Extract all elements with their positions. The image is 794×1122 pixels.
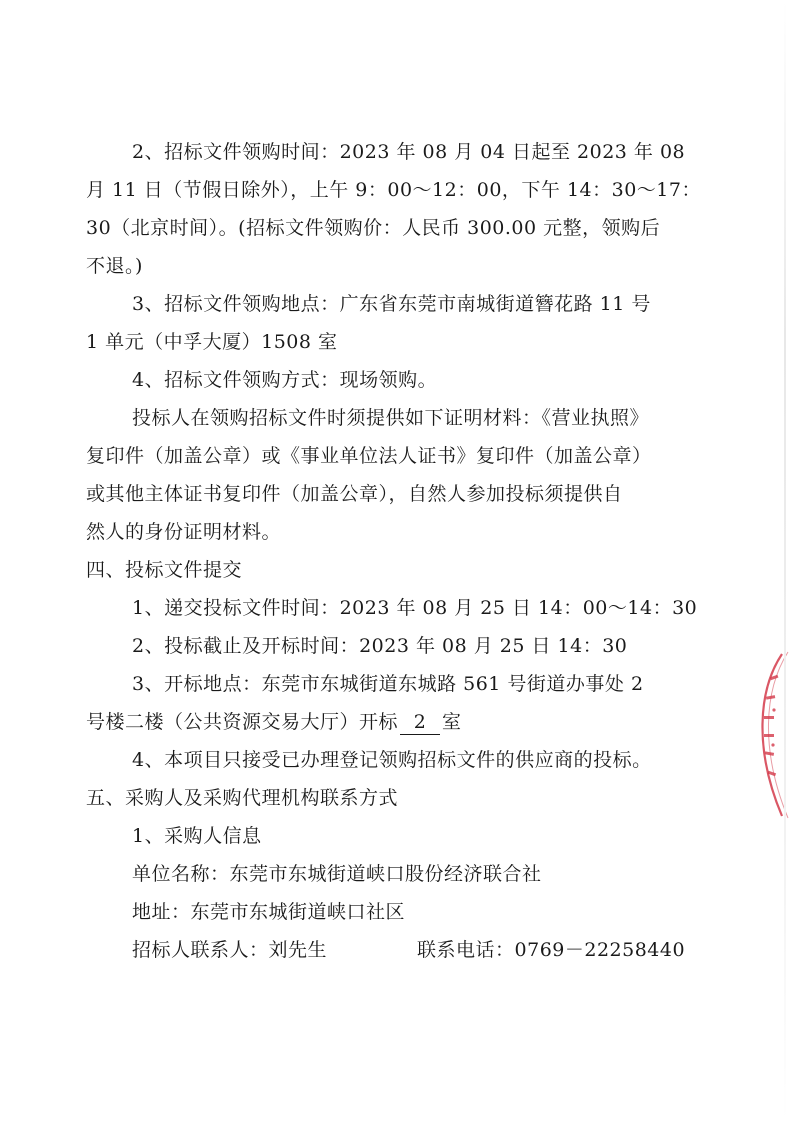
purchase-method-line: 4、招标文件领购方式：现场领购。: [132, 369, 438, 391]
purchase-location-line-1: 3、招标文件领购地点：广东省东莞市南城街道簪花路 11 号: [132, 293, 651, 315]
opening-location-line-1: 3、开标地点：东莞市东城街道东城路 561 号街道办事处 2: [132, 673, 644, 695]
address-line: 地址：东莞市东城街道峡口社区: [132, 901, 406, 923]
unit-name-line: 单位名称：东莞市东城街道峡口股份经济联合社: [132, 863, 542, 885]
room-number: 2: [400, 710, 440, 735]
submission-time-line: 1、递交投标文件时间：2023 年 08 月 25 日 14：00～14：30: [132, 597, 698, 619]
opening-location-prefix: 号楼二楼（公共资源交易大厅）开标: [86, 711, 399, 733]
bid-acceptance-line: 4、本项目只接受已办理登记领购招标文件的供应商的投标。: [132, 749, 652, 771]
purchase-time-line-1: 2、招标文件领购时间：2023 年 08 月 04 日起至 2023 年 08: [132, 141, 686, 163]
seal-stamp-fragment: [752, 650, 792, 820]
purchase-time-line-3: 30（北京时间）。(招标文件领购价：人民币 300.00 元整，领购后: [86, 217, 661, 239]
requirement-line-3: 或其他主体证书复印件（加盖公章），自然人参加投标须提供自: [86, 483, 623, 505]
purchaser-info-subheading: 1、采购人信息: [132, 825, 262, 847]
deadline-line: 2、投标截止及开标时间：2023 年 08 月 25 日 14：30: [132, 635, 628, 657]
section5-heading: 五、采购人及采购代理机构联系方式: [86, 787, 399, 809]
contact-phone: 联系电话：0769－22258440: [417, 939, 686, 961]
section4-heading: 四、投标文件提交: [86, 559, 243, 581]
opening-location-line-2: [86, 704, 462, 740]
requirement-line-2: 复印件（加盖公章）或《事业单位法人证书》复印件（加盖公章）: [86, 445, 652, 467]
purchase-time-line-4: 不退。): [86, 255, 143, 277]
contact-line: [132, 932, 685, 968]
purchase-time-line-2: 月 11 日（节假日除外），上午 9：00～12：00，下午 14：30～17：: [86, 179, 701, 201]
requirement-line-4: 然人的身份证明材料。: [86, 521, 282, 543]
opening-location-suffix: 室: [442, 711, 462, 733]
purchase-location-line-2: 1 单元（中孚大厦）1508 室: [86, 331, 338, 353]
requirement-line-1: 投标人在领购招标文件时须提供如下证明材料：《营业执照》: [132, 407, 650, 429]
contact-person: 招标人联系人：刘先生: [132, 939, 328, 961]
scan-edge-shadow: [784, 0, 786, 1122]
